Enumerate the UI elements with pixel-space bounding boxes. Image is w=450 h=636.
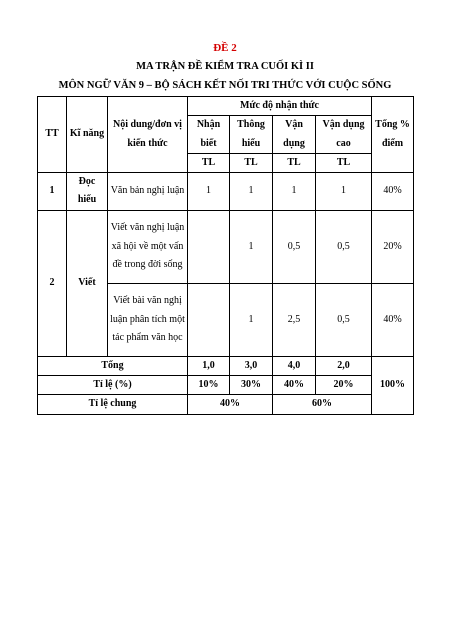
- cell-van-dung-cao: 0,5: [316, 283, 372, 356]
- total-percent: 100%: [372, 356, 414, 414]
- table-row: [38, 173, 414, 211]
- exam-code: ĐỀ 2: [213, 42, 237, 54]
- cell-thong-hieu: 1: [230, 173, 273, 211]
- row-noi-dung: Văn bản nghị luận: [108, 173, 188, 211]
- row-noi-dung: Viết văn nghị luận xã hội về một vấn đề trong đời sống: [108, 210, 188, 283]
- header-noi-dung: Nội dung/đơn vị kiến thức: [108, 97, 188, 173]
- ti-le-chung-label: Tỉ lệ chung: [38, 395, 188, 414]
- tong-thong-hieu: 3,0: [230, 356, 273, 375]
- row-tt: 2: [38, 210, 67, 356]
- header-tong-diem: Tổng % điểm: [372, 97, 414, 173]
- row-ki-nang: Đọc hiểu: [67, 173, 108, 211]
- row-tt: 1: [38, 173, 67, 211]
- ti-le-van-dung: 40%: [273, 376, 316, 395]
- summary-row-tong: [38, 356, 414, 375]
- ti-le-chung-2: 60%: [273, 395, 372, 414]
- header-tl-1: TL: [188, 153, 230, 172]
- cell-thong-hieu: 1: [230, 283, 273, 356]
- cell-van-dung: 0,5: [273, 210, 316, 283]
- cell-tong: 20%: [372, 210, 414, 283]
- cell-van-dung-cao: 0,5: [316, 210, 372, 283]
- document-subtitle: MÔN NGỮ VĂN 9 – BỘ SÁCH KẾT NỐI TRI THỨC VỚI CUỘC SỐNG: [58, 80, 392, 91]
- exam-matrix-table: [37, 96, 414, 415]
- tong-label: Tổng: [38, 356, 188, 375]
- cell-tong: 40%: [372, 173, 414, 211]
- cell-nhan-biet: [188, 283, 230, 356]
- cell-van-dung-cao: 1: [316, 173, 372, 211]
- document-title: MA TRẬN ĐỀ KIỂM TRA CUỐI KÌ II: [136, 61, 314, 72]
- header-tl-2: TL: [230, 153, 273, 172]
- header-tt: TT: [38, 97, 67, 173]
- header-thong-hieu: Thông hiểu: [230, 116, 273, 154]
- header-muc-do-nhan-thuc: Mức độ nhận thức: [188, 97, 372, 116]
- ti-le-label: Tỉ lệ (%): [38, 376, 188, 395]
- tong-van-dung: 4,0: [273, 356, 316, 375]
- summary-row-ti-le: [38, 376, 414, 395]
- cell-thong-hieu: 1: [230, 210, 273, 283]
- ti-le-nhan-biet: 10%: [188, 376, 230, 395]
- cell-van-dung: 2,5: [273, 283, 316, 356]
- tong-nhan-biet: 1,0: [188, 356, 230, 375]
- header-tl-4: TL: [316, 153, 372, 172]
- cell-nhan-biet: [188, 210, 230, 283]
- cell-nhan-biet: 1: [188, 173, 230, 211]
- cell-tong: 40%: [372, 283, 414, 356]
- cell-van-dung: 1: [273, 173, 316, 211]
- header-van-dung: Vận dụng: [273, 116, 316, 154]
- header-ki-nang: Kĩ năng: [67, 97, 108, 173]
- ti-le-van-dung-cao: 20%: [316, 376, 372, 395]
- tong-van-dung-cao: 2,0: [316, 356, 372, 375]
- row-noi-dung: Viết bài văn nghị luận phân tích một tác phẩm văn học: [108, 283, 188, 356]
- header-van-dung-cao: Vận dụng cao: [316, 116, 372, 154]
- ti-le-thong-hieu: 30%: [230, 376, 273, 395]
- row-ki-nang: Viết: [67, 210, 108, 356]
- header-tl-3: TL: [273, 153, 316, 172]
- ti-le-chung-1: 40%: [188, 395, 273, 414]
- summary-row-ti-le-chung: [38, 395, 414, 414]
- table-row: [38, 210, 414, 283]
- header-nhan-biet: Nhận biết: [188, 116, 230, 154]
